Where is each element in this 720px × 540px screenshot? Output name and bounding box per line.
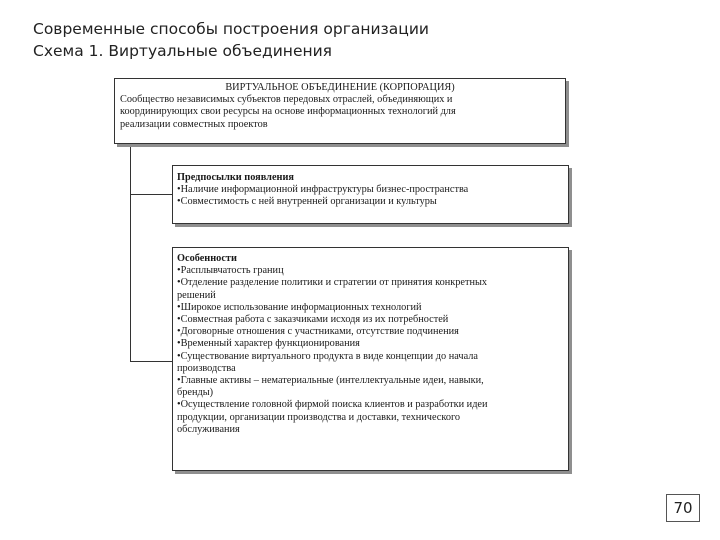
feature-line: •Договорные отношения с участниками, отсутствие подчинения — [177, 326, 459, 338]
connector-vertical — [130, 144, 131, 362]
feature-line: •Главные активы – нематериальные (интеллектуальные идеи, навыки, — [177, 375, 484, 387]
feature-line: обслуживания — [177, 423, 240, 435]
prerequisites-box — [172, 165, 569, 224]
definition-line: реализации совместных проектов — [120, 118, 268, 130]
features-box — [172, 247, 569, 471]
feature-line: •Отделение разделение политики и стратегии от принятия конкретных — [177, 277, 488, 289]
feature-line: производства — [177, 362, 236, 374]
connector-to-features — [130, 361, 172, 362]
feature-line: решений — [177, 289, 216, 301]
slide-title — [33, 18, 673, 62]
prerequisite-item: •Наличие информационной инфраструктуры бизнес-пространства — [177, 184, 469, 196]
feature-line: •Расплывчатость границ — [177, 265, 284, 277]
virtual-corporation-box — [114, 78, 566, 144]
feature-line: •Широкое использование информационных технологий — [177, 301, 422, 313]
prerequisites-heading: Предпосылки появления — [177, 172, 294, 183]
feature-line: •Временный характер функционирования — [177, 338, 360, 350]
virtual-corporation-heading: ВИРТУАЛЬНОЕ ОБЪЕДИНЕНИЕ (КОРПОРАЦИЯ) — [225, 82, 455, 93]
feature-line: бренды) — [177, 387, 214, 399]
page-number: 70 — [666, 494, 700, 522]
title-line-1: Современные способы построения организации — [33, 20, 429, 38]
definition-line: Сообщество независимых субъектов передовых отраслей, объединяющих и — [120, 94, 453, 106]
prerequisite-item: •Совместимость с ней внутренней организации и культуры — [177, 196, 437, 208]
feature-line: продукции, организации производства и доставки, технического — [177, 411, 461, 423]
feature-line: •Осуществление головной фирмой поиска клиентов и разработки идеи — [177, 399, 488, 411]
connector-to-reasons — [130, 194, 172, 195]
feature-line: •Существование виртуального продукта в виде концепции до начала — [177, 350, 478, 362]
definition-line: координирующих свои ресурсы на основе информационных технологий для — [120, 106, 456, 118]
feature-line: •Совместная работа с заказчиками исходя из их потребностей — [177, 314, 449, 326]
features-heading: Особенности — [177, 253, 237, 264]
title-line-2: Схема 1. Виртуальные объединения — [33, 42, 333, 60]
